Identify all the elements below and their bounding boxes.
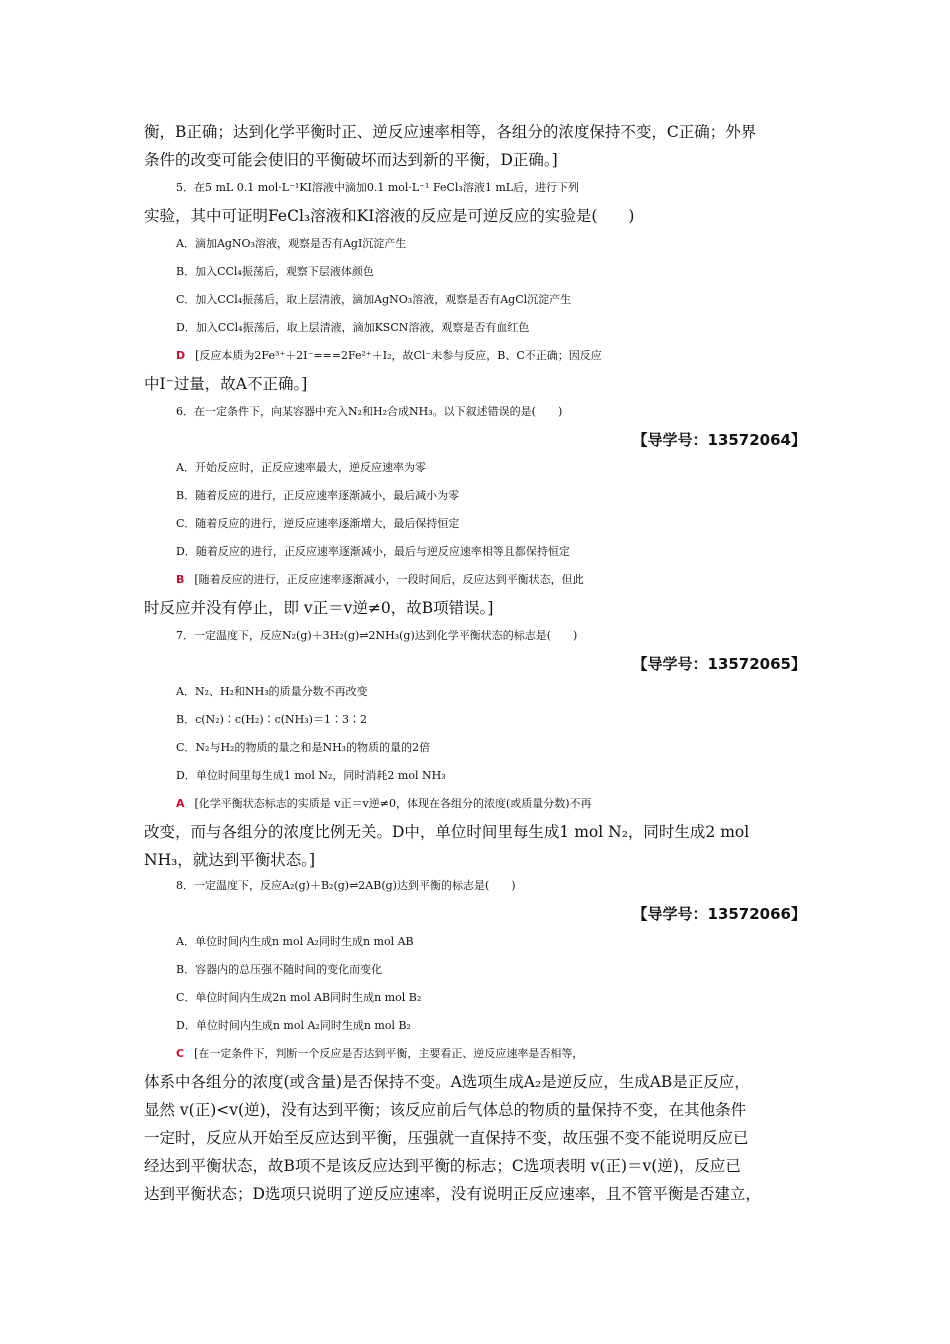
option-a: A．滴加AgNO₃溶液，观察是否有AgI沉淀产生: [176, 237, 407, 250]
guide-number: 【导学号：13572064】: [632, 431, 806, 449]
explanation-text: [随着反应的进行，正反应速率逐渐减小，一段时间后，反应达到平衡状态，但此: [194, 573, 584, 586]
option-c: C．N₂与H₂的物质的量之和是NH₃的物质的量的2倍: [176, 741, 431, 754]
question-7-stem: 7．一定温度下，反应N₂(g)＋3H₂(g)⇌2NH₃(g)达到化学平衡状态的标志是( ): [176, 629, 578, 642]
text-line: 条件的改变可能会使旧的平衡破坏而达到新的平衡，D正确。]: [144, 151, 558, 169]
guide-number: 【导学号：13572066】: [632, 905, 806, 923]
option-d: D．加入CCl₄振荡后，取上层清液，滴加KSCN溶液，观察是否有血红色: [176, 321, 530, 334]
text-line: 衡，B正确；达到化学平衡时正、逆反应速率相等，各组分的浓度保持不变，C正确；外界: [144, 123, 757, 141]
option-b: B．c(N₂)∶c(H₂)∶c(NH₃)＝1∶3∶2: [176, 713, 367, 726]
answer-letter: A: [176, 797, 185, 810]
answer-letter: D: [176, 349, 186, 362]
explanation-text: 达到平衡状态；D选项只说明了逆反应速率，没有说明正反应速率，且不管平衡是否建立，: [144, 1185, 761, 1203]
option-b: B．随着反应的进行，正反应速率逐渐减小，最后减小为零: [176, 489, 460, 502]
explanation-text: 体系中各组分的浓度(或含量)是否保持不变。A选项生成A₂是逆反应，生成AB是正反应，: [144, 1073, 750, 1091]
explanation-text: [化学平衡状态标志的实质是 v正＝v逆≠0，体现在各组分的浓度(或质量分数)不再: [194, 797, 592, 810]
option-b: B．容器内的总压强不随时间的变化而变化: [176, 963, 383, 976]
answer-letter: C: [176, 1047, 185, 1060]
explanation-text: 时反应并没有停止，即 v正＝v逆≠0，故B项错误。]: [144, 599, 494, 617]
guide-number: 【导学号：13572065】: [632, 655, 806, 673]
explanation-text: 显然 v(正)<v(逆)，没有达到平衡；该反应前后气体总的物质的量保持不变，在其他条件: [144, 1101, 747, 1119]
explanation-text: 中I⁻过量，故A不正确。]: [144, 375, 308, 393]
answer-7-line: [176, 790, 844, 818]
option-a: A．单位时间内生成n mol A₂同时生成n mol AB: [176, 935, 414, 948]
option-c: C．随着反应的进行，逆反应速率逐渐增大，最后保持恒定: [176, 517, 460, 530]
answer-5-line: [176, 342, 844, 370]
option-a: A．N₂、H₂和NH₃的质量分数不再改变: [176, 685, 368, 698]
explanation-text: 一定时，反应从开始至反应达到平衡，压强就一直保持不变，故压强不变不能说明反应已: [144, 1129, 749, 1147]
explanation-text: NH₃，就达到平衡状态。]: [144, 851, 316, 869]
option-d: D．随着反应的进行，正反应速率逐渐减小，最后与逆反应速率相等且都保持恒定: [176, 545, 570, 558]
question-8-stem: 8．一定温度下，反应A₂(g)＋B₂(g)⇌2AB(g)达到平衡的标志是( ): [176, 879, 516, 892]
question-5-stem-cont: 实验，其中可证明FeCl₃溶液和KI溶液的反应是可逆反应的实验是( ): [144, 207, 635, 225]
option-a: A．开始反应时，正反应速率最大，逆反应速率为零: [176, 461, 426, 474]
question-5-stem: 5．在5 mL 0.1 mol·L⁻¹KI溶液中滴加0.1 mol·L⁻¹ FeCl₃溶液1 mL后，进行下列: [176, 181, 580, 194]
answer-letter: B: [176, 573, 185, 586]
question-6-stem: 6．在一定条件下，向某容器中充入N₂和H₂合成NH₃。以下叙述错误的是( ): [176, 405, 563, 418]
option-c: C．单位时间内生成2n mol AB同时生成n mol B₂: [176, 991, 422, 1004]
explanation-text: [在一定条件下，判断一个反应是否达到平衡，主要看正、逆反应速率是否相等，: [194, 1047, 584, 1060]
explanation-text: 改变，而与各组分的浓度比例无关。D中，单位时间里每生成1 mol N₂，同时生成2 mol: [144, 823, 750, 841]
option-d: D．单位时间内生成n mol A₂同时生成n mol B₂: [176, 1019, 411, 1032]
option-d: D．单位时间里每生成1 mol N₂，同时消耗2 mol NH₃: [176, 769, 446, 782]
explanation-text: 经达到平衡状态，故B项不是该反应达到平衡的标志；C选项表明 v(正)＝v(逆)，反应已: [144, 1157, 741, 1175]
explanation-text: [反应本质为2Fe³⁺＋2I⁻===2Fe²⁺＋I₂，故Cl⁻未参与反应，B、C不正确；因反应: [195, 349, 602, 362]
answer-8-line: [176, 1040, 844, 1068]
answer-6-line: [176, 566, 844, 594]
option-b: B．加入CCl₄振荡后，观察下层液体颜色: [176, 265, 374, 278]
option-c: C．加入CCl₄振荡后，取上层清液，滴加AgNO₃溶液，观察是否有AgCl沉淀产生: [176, 293, 572, 306]
